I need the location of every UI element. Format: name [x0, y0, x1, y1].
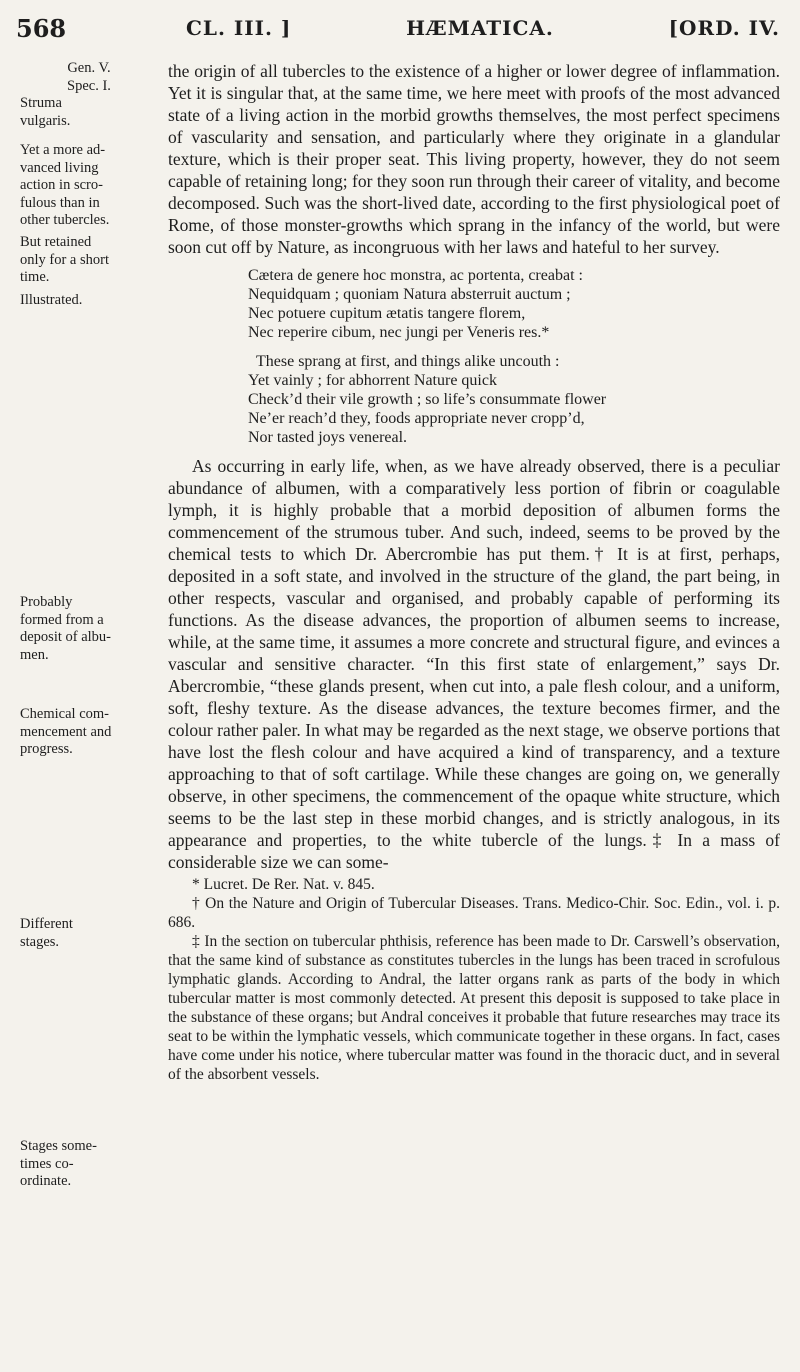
footnotes: [168, 875, 780, 1084]
footnote-phthisis: ‡ In the section on tubercular phthisis, reference has been made to Dr. Carswell’s observation, that the same kind of substance as constitutes tubercles in the lungs has been traced in scrofulous lymphatic glands. According to Andral, the latter organs rank as parts of the body in which tubercular matter is most commonly detected. At present this deposit is supposed to take place in the substance of these organs; but Andral conceives it probable that future researches may trace its seat to be within the lymphatic vessels, which communicate together in these organs. In fact, cases have come under his notice, where tubercular matter was found in the thoracic duct, and in several of the absorbent vessels.: [168, 933, 780, 1083]
margin-note-stages: Different stages.: [20, 916, 73, 950]
latin-verse: Cætera de genere hoc monstra, ac portenta, creabat : Nequidquam ; quoniam Natura absterruit auctum ; Nec potuere cupitum ætatis tangere florem, Nec reperire cibum, nec jungi per Veneris res.*: [248, 267, 583, 341]
margin-note-albumen: Probably formed from a deposit of albu- men.: [20, 594, 112, 663]
running-header: [16, 14, 780, 44]
footnote-lucretius: * Lucret. De Rer. Nat. v. 845.: [192, 876, 375, 893]
paragraph-early-life: As occurring in early life, when, as we have already observed, there is a peculiar abundance of albumen, with a comparatively less portion of fibrin or coagulable lymph, it is highly probable that a morbid deposition of albumen forms the commencement of the strumous tuber. And such, indeed, seems to be proved by the chemical tests to which Dr. Abercrombie has put them.† It is at first, perhaps, deposited in a soft state, and involved in the structure of the gland, the part being, in other respects, vascular and organised, and probably capable of performing its functions. As the disease advances, the proportion of albumen seems to increase, while, at the same time, it assumes a more concrete and structural figure, and evinces a vascular and sensitive character. “In this first state of enlargement,” says Dr. Abercrombie, “these glands present, when cut into, a pale flesh colour, and a uniform, soft, fleshy texture. As the disease advances, the texture becomes firmer, and the colour rather paler. In what may be regarded as the next stage, we observe portions that have lost the flesh colour and have acquired a kind of transparency, and a texture approaching to that of soft cartilage. While these changes are going on, we generally observe, in other specimens, the commencement of the opaque white structure, which seems to be the last step in these morbid changes, and is strictly analogous, in its appearance and properties, to the white tubercle of the lungs.‡ In a mass of considerable size we can some-: [168, 456, 780, 872]
margin-note-illustrated: Illustrated.: [20, 292, 83, 308]
margin-note-advanced-action: Yet a more ad- vanced living action in scro- fulous than in other tubercles.: [20, 142, 110, 228]
margin-note-short-time: But retained only for a short time.: [20, 234, 109, 285]
margin-note-chemical: Chemical com- mencement and progress.: [20, 706, 112, 757]
margin-note-coordinate: Stages some- times co- ordinate.: [20, 1138, 97, 1189]
paragraph-origin: the origin of all tubercles to the existence of a higher or lower degree of inflammation. Yet it is singular that, at the same time, we here meet with proofs of the most advanced state of a living action in the morbid growths themselves, the most perfect specimens of vascularity and sensation, and particularly where they originate in a glandular texture, which is their proper seat. This living property, however, they do not seem capable of retaining long; for they soon run through their career of vitality, and become decomposed. Such was the short-lived date, according to the first physiological poet of Rome, of those monster-growths which sprang in the infancy of the world, but were soon cut off by Nature, as incongruous with her laws and hateful to her survey.: [168, 61, 780, 257]
main-text: [168, 60, 780, 1084]
chapter-label: CL. III. ]: [186, 16, 292, 40]
running-title: [186, 16, 780, 40]
page-number: 568: [16, 14, 67, 43]
order-label: [ORD. IV.: [668, 16, 780, 40]
margin-note-genus: Gen. V. Spec. I. Struma vulgaris.: [20, 60, 111, 129]
english-verse: These sprang at first, and things alike uncouth : Yet vainly ; for abhorrent Nature quick Check’d their vile growth ; so life’s consummate flower Ne’er reach’d they, foods appropriate never cropp’d, Nor tasted joys venereal.: [248, 353, 607, 446]
footnote-tubercular-diseases: † On the Nature and Origin of Tubercular Diseases. Trans. Medico-Chir. Soc. Edin., vol. i. p. 686.: [168, 895, 780, 931]
section-title: HÆMATICA.: [406, 16, 554, 40]
